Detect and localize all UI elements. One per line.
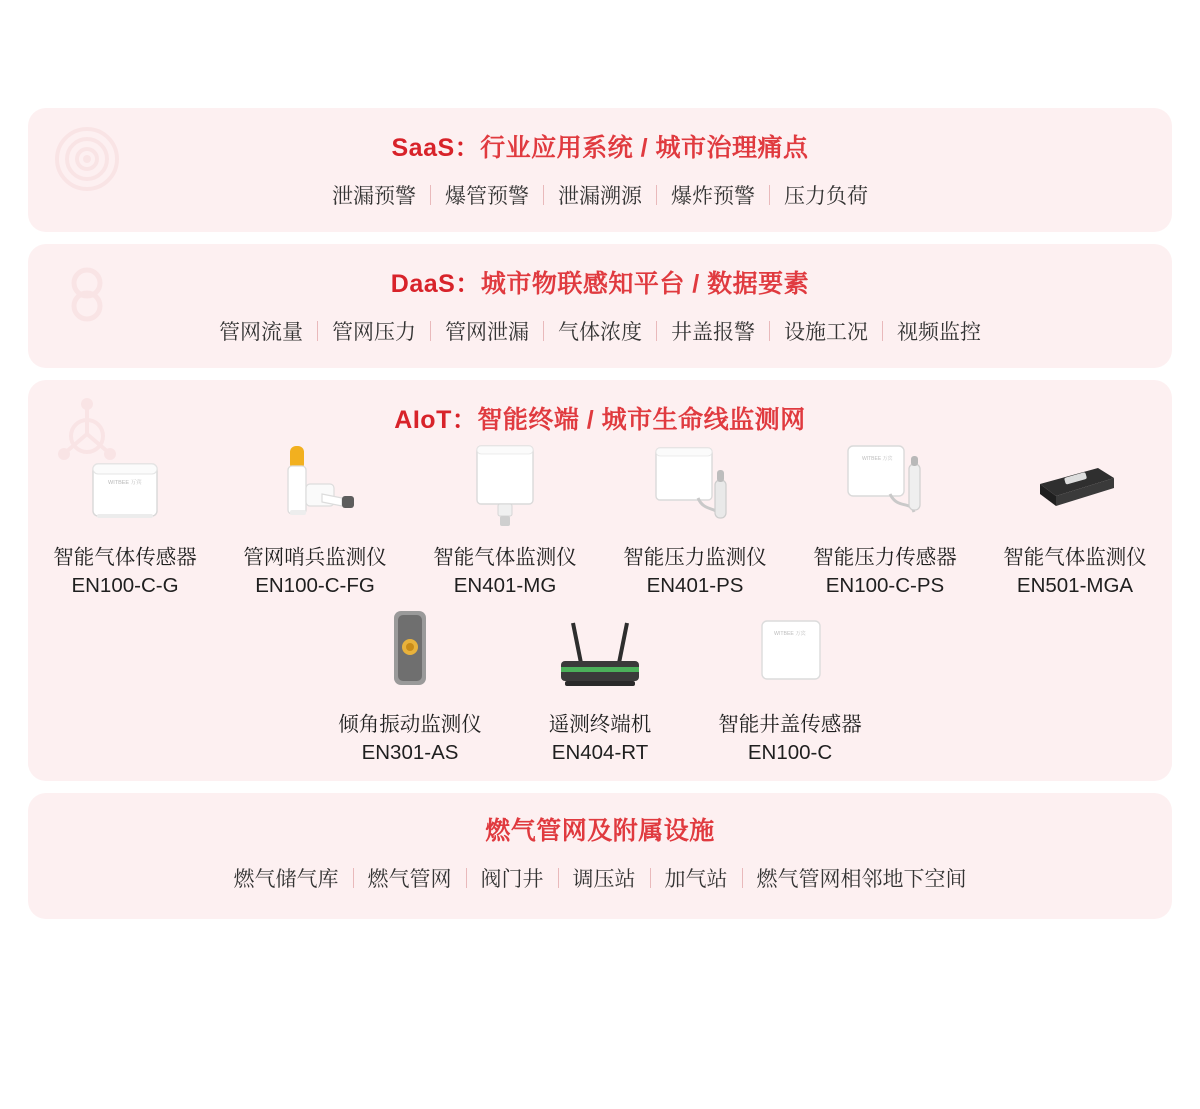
- band-pipeline-chips: [28, 851, 1172, 919]
- chip-daas-4[interactable]: 井盖报警: [671, 321, 755, 344]
- band-aiot-title: [28, 380, 1172, 440]
- pressure-monitor-icon: [600, 440, 790, 532]
- band-saas-title: [28, 108, 1172, 168]
- device-model: EN100-C-PS: [825, 573, 945, 597]
- band-aiot-title-cn: 智能终端 / 城市生命线监测网: [477, 406, 806, 434]
- device-model: EN100-C: [747, 741, 833, 765]
- manhole-sensor-icon: [695, 607, 885, 699]
- chip-daas-6[interactable]: 视频监控: [897, 321, 981, 344]
- band-daas-title: [28, 244, 1172, 304]
- device-model: EN401-MG: [453, 573, 557, 597]
- chip-daas-0[interactable]: 管网流量: [219, 321, 303, 344]
- chip-saas-4[interactable]: 压力负荷: [784, 185, 868, 208]
- gas-monitor-dark-icon: [980, 440, 1170, 532]
- device-card[interactable]: [410, 440, 600, 599]
- device-row-1: [28, 440, 1172, 599]
- chip-saas-2[interactable]: 泄漏溯源: [558, 185, 642, 208]
- band-daas-chips: [28, 304, 1172, 368]
- sentinel-probe-icon: [220, 440, 410, 532]
- device-model: EN501-MGA: [1016, 573, 1134, 597]
- chip-saas-3[interactable]: 爆炸预警: [671, 185, 755, 208]
- device-name: 管网哨兵监测仪: [243, 546, 387, 569]
- device-card[interactable]: [790, 440, 980, 599]
- gas-monitor-icon: [410, 440, 600, 532]
- band-pipeline: [28, 793, 1172, 919]
- band-daas-title-en: DaaS：: [390, 270, 481, 298]
- device-name: 智能压力传感器: [813, 546, 957, 569]
- device-name: 倾角振动监测仪: [338, 713, 482, 737]
- device-card[interactable]: [600, 440, 790, 599]
- band-pipeline-title-cn: 燃气管网及附属设施: [485, 816, 715, 845]
- device-card[interactable]: [505, 607, 695, 766]
- svg-text:WITBEE 万宾: WITBEE 万宾: [108, 480, 142, 486]
- band-saas: [28, 108, 1172, 232]
- band-saas-chips: [28, 168, 1172, 232]
- device-model: EN401-PS: [646, 573, 744, 597]
- device-model: EN301-AS: [361, 741, 459, 765]
- infinity-icon: [50, 258, 124, 332]
- device-card[interactable]: [220, 440, 410, 599]
- band-daas-title-cn: 城市物联感知平台 / 数据要素: [480, 270, 810, 298]
- device-row-2: [28, 607, 1172, 766]
- chip-pipeline-1[interactable]: 燃气管网: [367, 867, 452, 891]
- device-name: 智能井盖传感器: [718, 713, 862, 737]
- chip-daas-2[interactable]: 管网泄漏: [445, 321, 529, 344]
- pressure-sensor-icon: [790, 440, 980, 532]
- band-daas: [28, 244, 1172, 368]
- chip-pipeline-3[interactable]: 调压站: [572, 867, 636, 891]
- device-model: EN100-C-FG: [255, 573, 375, 597]
- network-node-icon: [50, 394, 124, 468]
- chip-pipeline-5[interactable]: 燃气管网相邻地下空间: [756, 867, 967, 891]
- chip-saas-1[interactable]: 爆管预警: [445, 185, 529, 208]
- band-saas-title-en: SaaS：: [391, 134, 481, 162]
- svg-text:WITBEE 万宾: WITBEE 万宾: [774, 631, 806, 638]
- device-card[interactable]: [315, 607, 505, 766]
- device-name: 智能压力监测仪: [623, 546, 767, 569]
- band-aiot-title-en: AIoT：: [394, 406, 478, 434]
- device-name: 智能气体传感器: [53, 546, 197, 569]
- tilt-vibration-icon: [315, 607, 505, 699]
- device-card[interactable]: [980, 440, 1170, 599]
- chip-pipeline-0[interactable]: 燃气储气库: [233, 867, 339, 891]
- chip-daas-3[interactable]: 气体浓度: [558, 321, 642, 344]
- device-name: 智能气体监测仪: [433, 546, 577, 569]
- rtu-router-icon: [505, 607, 695, 699]
- device-card[interactable]: [695, 607, 885, 766]
- chip-daas-5[interactable]: 设施工况: [784, 321, 868, 344]
- chip-daas-1[interactable]: 管网压力: [332, 321, 416, 344]
- chip-pipeline-4[interactable]: 加气站: [664, 867, 728, 891]
- chip-pipeline-2[interactable]: 阀门井: [480, 867, 544, 891]
- device-name: 遥测终端机: [548, 713, 652, 737]
- band-saas-title-cn: 行业应用系统 / 城市治理痛点: [480, 134, 809, 162]
- band-aiot: [28, 380, 1172, 781]
- chip-saas-0[interactable]: 泄漏预警: [332, 185, 416, 208]
- device-model: EN100-C-G: [71, 573, 179, 597]
- svg-text:WITBEE 万宾: WITBEE 万宾: [862, 456, 893, 462]
- device-model: EN404-RT: [551, 741, 649, 765]
- device-grid: [28, 440, 1172, 767]
- device-name: 智能气体监测仪: [1003, 546, 1147, 569]
- band-pipeline-title: [28, 793, 1172, 851]
- target-icon: [50, 122, 124, 196]
